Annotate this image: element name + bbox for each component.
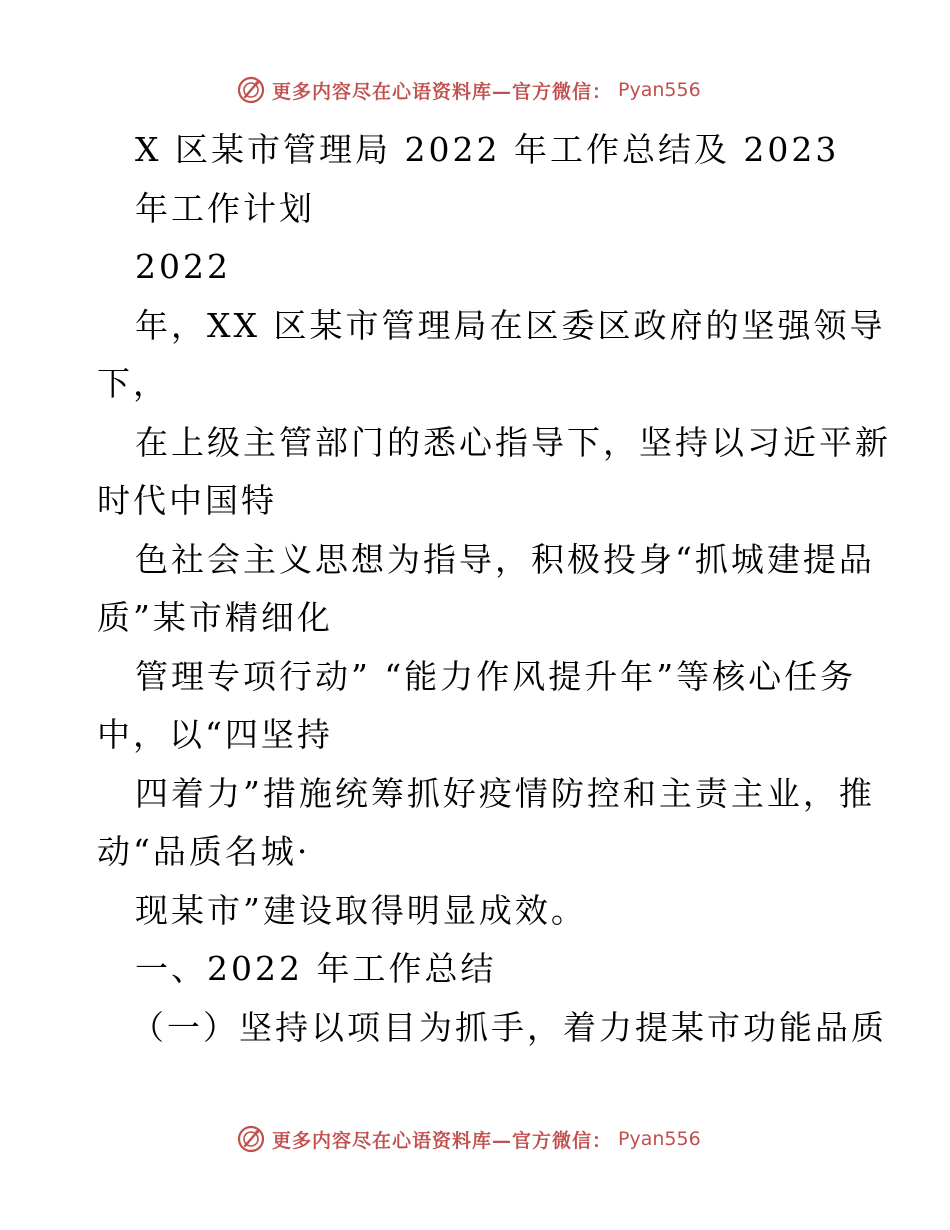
section-heading: 一、2022 年工作总结 [135,949,497,988]
paragraph-line: 年，XX 区某市管理局在区委区政府的坚强领导 [135,305,886,345]
document-title-line-1: X 区某市管理局 2022 年工作总结及 2023 [135,130,840,169]
footer-watermark-banner [236,1124,701,1154]
paragraph-line: 现某市”建设取得明显成效。 [135,890,587,930]
header-watermark-banner [236,75,701,105]
paragraph-line: 中，以“四坚持 [97,715,333,754]
header-wechat-id: Pyan556 [618,79,701,101]
paragraph-line: 下， [97,364,169,403]
footer-wechat-id: Pyan556 [618,1128,701,1150]
document-title-line-2: 年工作计划 [135,188,315,228]
paragraph-line: 2022 [135,247,231,286]
brand-logo-icon [236,1124,266,1154]
paragraph-line: 色社会主义思想为指导，积极投身“抓城建提品 [135,539,875,579]
paragraph-line: 质”某市精细化 [97,598,333,637]
footer-banner-text: 更多内容尽在心语资料库—官方微信： [272,1129,613,1152]
paragraph-line: 四着力”措施统筹抓好疫情防控和主责主业，推 [135,773,875,813]
brand-logo-icon [236,75,266,105]
document-body [97,121,891,1057]
paragraph-line: 动“品质名城· [97,832,311,871]
subsection-heading: （一）坚持以项目为抓手，着力提某市功能品质 [131,1007,887,1047]
paragraph-line: 时代中国特 [97,481,277,520]
header-banner-text: 更多内容尽在心语资料库—官方微信： [272,80,613,103]
paragraph-line: 在上级主管部门的悉心指导下，坚持以习近平新 [135,422,891,462]
paragraph-line: 管理专项行动” “能力作风提升年”等核心任务 [135,656,857,696]
